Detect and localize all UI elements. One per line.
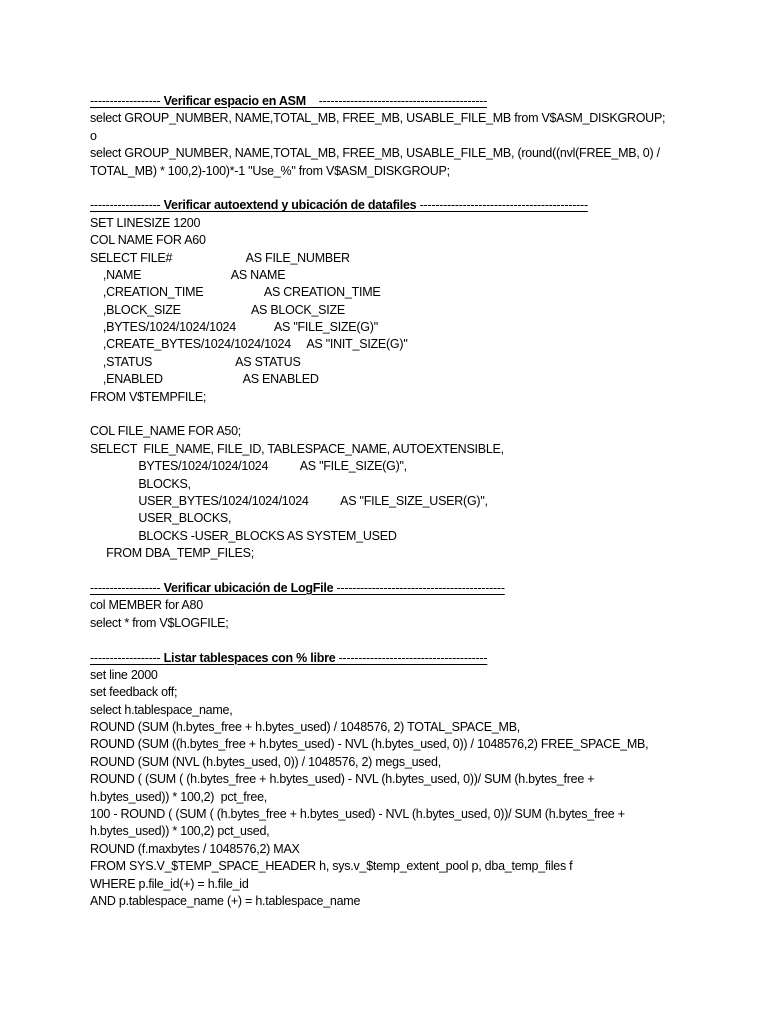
- code-line: SELECT FILE_NAME, FILE_ID, TABLESPACE_NAME, AUTOEXTENSIBLE,: [90, 441, 504, 456]
- code-line: FROM V$TEMPFILE;: [90, 389, 207, 404]
- code-line: select GROUP_NUMBER, NAME,TOTAL_MB, FREE_MB, USABLE_FILE_MB from V$ASM_DISKGROUP;: [90, 111, 666, 126]
- document-body: [90, 93, 760, 910]
- code-line: BLOCKS -USER_BLOCKS AS SYSTEM_USED: [90, 528, 397, 543]
- heading-dashes-before: ------------------: [90, 580, 164, 595]
- heading-dashes-after: -------------------------------------------: [416, 198, 588, 213]
- section-heading: [90, 197, 760, 214]
- code-line: col MEMBER for A80: [90, 598, 203, 613]
- code-line: COL NAME FOR A60: [90, 233, 206, 248]
- heading-dashes-before: ------------------: [90, 198, 164, 213]
- code-line: AND p.tablespace_name (+) = h.tablespace_name: [90, 893, 361, 908]
- heading-title: Verificar ubicación de LogFile: [163, 580, 334, 595]
- code-line: set line 2000: [90, 667, 158, 682]
- section-heading: [90, 93, 760, 110]
- blank-line: [90, 406, 760, 423]
- code-line: FROM DBA_TEMP_FILES;: [90, 546, 254, 561]
- heading-dashes-after: -------------------------------------------: [333, 580, 505, 595]
- section-heading-text: [90, 94, 487, 108]
- heading-dashes-before: ------------------: [90, 94, 164, 108]
- code-line: ,CREATE_BYTES/1024/1024/1024 AS "INIT_SIZE(G)": [90, 337, 408, 352]
- code-line: WHERE p.file_id(+) = h.file_id: [90, 876, 249, 891]
- code-line: ROUND ( (SUM ( (h.bytes_free + h.bytes_used) - NVL (h.bytes_used, 0))/ SUM (h.bytes_free +: [90, 772, 595, 787]
- code-line: BLOCKS,: [90, 476, 191, 491]
- code-line: 100 - ROUND ( (SUM ( (h.bytes_free + h.bytes_used) - NVL (h.bytes_used, 0))/ SUM (h.bytes_free +: [90, 807, 625, 822]
- heading-dashes-before: ------------------: [90, 650, 164, 665]
- code-line: ,BLOCK_SIZE AS BLOCK_SIZE: [90, 302, 345, 317]
- code-line: select GROUP_NUMBER, NAME,TOTAL_MB, FREE_MB, USABLE_FILE_MB, (round((nvl(FREE_MB, 0) /: [90, 146, 660, 161]
- code-line: ,STATUS AS STATUS: [90, 354, 301, 369]
- heading-title: Listar tablespaces con % libre: [163, 650, 336, 665]
- code-line: ROUND (SUM (NVL (h.bytes_used, 0)) / 1048576, 2) megs_used,: [90, 754, 441, 769]
- code-line: FROM SYS.V_$TEMP_SPACE_HEADER h, sys.v_$temp_extent_pool p, dba_temp_files f: [90, 859, 573, 874]
- blank-line: [90, 563, 760, 580]
- heading-title: Verificar autoextend y ubicación de datafiles: [163, 198, 417, 213]
- code-line: h.bytes_used)) * 100,2) pct_free,: [90, 789, 268, 804]
- section-heading-text: [90, 581, 505, 595]
- section-heading-text: [90, 651, 487, 665]
- section-heading: [90, 580, 760, 597]
- code-line: ,ENABLED AS ENABLED: [90, 372, 319, 387]
- code-line: ROUND (f.maxbytes / 1048576,2) MAX: [90, 841, 300, 856]
- code-line: select h.tablespace_name,: [90, 702, 233, 717]
- code-line: SELECT FILE# AS FILE_NUMBER: [90, 250, 350, 265]
- heading-dashes-after: -------------------------------------------: [305, 94, 488, 108]
- section-heading: [90, 650, 760, 667]
- blank-line: [90, 632, 760, 649]
- code-line: select * from V$LOGFILE;: [90, 615, 229, 630]
- code-line: ROUND (SUM ((h.bytes_free + h.bytes_used) - NVL (h.bytes_used, 0)) / 1048576,2) FREE_SPACE_MB,: [90, 737, 649, 752]
- code-line: SET LINESIZE 1200: [90, 215, 201, 230]
- heading-dashes-after: --------------------------------------: [335, 650, 488, 665]
- code-line: USER_BYTES/1024/1024/1024 AS "FILE_SIZE_USER(G)",: [90, 493, 488, 508]
- code-line: BYTES/1024/1024/1024 AS "FILE_SIZE(G)",: [90, 459, 407, 474]
- code-line: USER_BLOCKS,: [90, 511, 232, 526]
- code-line: ,BYTES/1024/1024/1024 AS "FILE_SIZE(G)": [90, 320, 378, 335]
- code-line: TOTAL_MB) * 100,2)-100)*-1 "Use_%" from V$ASM_DISKGROUP;: [90, 163, 450, 178]
- code-line: ROUND (SUM (h.bytes_free + h.bytes_used) / 1048576, 2) TOTAL_SPACE_MB,: [90, 720, 521, 735]
- code-line: ,NAME AS NAME: [90, 267, 286, 282]
- code-line: h.bytes_used)) * 100,2) pct_used,: [90, 824, 270, 839]
- section-heading-text: [90, 198, 588, 212]
- heading-title: Verificar espacio en ASM: [163, 94, 306, 108]
- code-line: COL FILE_NAME FOR A50;: [90, 424, 242, 439]
- code-line: o: [90, 128, 97, 143]
- blank-line: [90, 180, 760, 197]
- code-line: ,CREATION_TIME AS CREATION_TIME: [90, 285, 381, 300]
- code-line: set feedback off;: [90, 685, 178, 700]
